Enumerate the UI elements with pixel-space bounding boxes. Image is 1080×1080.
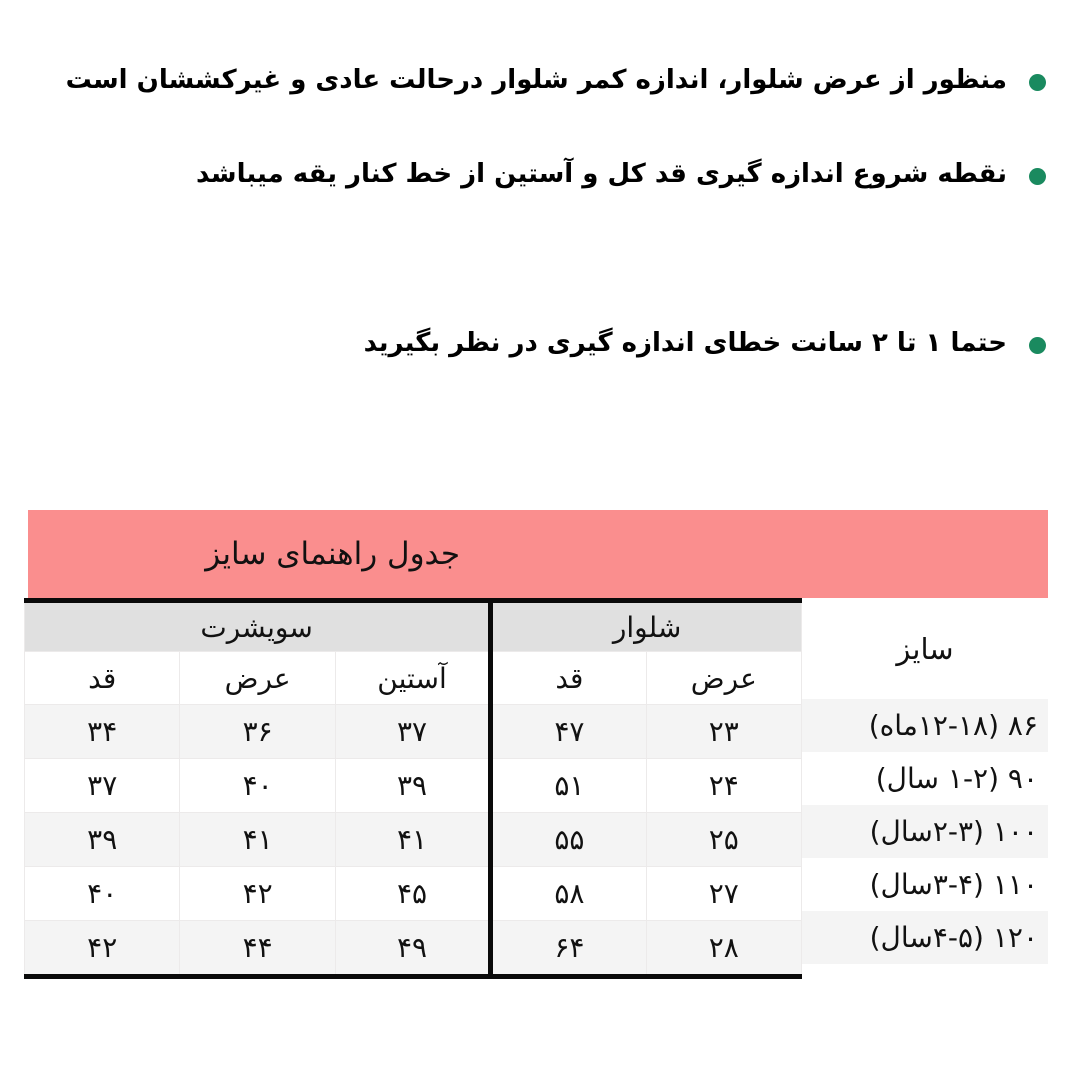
column-header-pants-width: عرض — [646, 652, 801, 705]
cell-pants-length: ۵۵ — [491, 813, 646, 867]
cell-sweat-width: ۴۴ — [180, 921, 335, 977]
bullet-icon — [1029, 168, 1046, 185]
cell-sweat-width: ۴۲ — [180, 867, 335, 921]
table-row — [25, 759, 802, 813]
cell-size: ۹۰ (۱-۲ سال) — [802, 752, 1048, 805]
cell-pants-length: ۵۸ — [491, 867, 646, 921]
note-item — [0, 156, 1046, 194]
cell-sweat-length: ۳۴ — [25, 705, 180, 759]
cell-size: ۸۶ (۱۲-۱۸ماه) — [802, 699, 1048, 752]
note-item — [0, 62, 1046, 100]
column-header-pants-length: قد — [491, 652, 646, 705]
column-header-sweat-sleeve: آستین — [335, 652, 490, 705]
cell-sweat-length: ۳۷ — [25, 759, 180, 813]
note-item — [0, 325, 1046, 363]
note-text: حتما ۱ تا ۲ سانت خطای اندازه گیری در نظر بگیرید — [363, 328, 1007, 359]
cell-sweat-sleeve: ۳۷ — [335, 705, 490, 759]
cell-pants-length: ۴۷ — [491, 705, 646, 759]
column-header-size: سایز — [802, 598, 1048, 699]
cell-pants-length: ۶۴ — [491, 921, 646, 977]
cell-sweat-sleeve: ۴۹ — [335, 921, 490, 977]
cell-sweat-length: ۴۲ — [25, 921, 180, 977]
cell-size: ۱۰۰ (۲-۳سال) — [802, 805, 1048, 858]
table-row — [25, 813, 802, 867]
table-body — [25, 705, 802, 977]
group-header-row — [25, 601, 802, 652]
bullet-icon — [1029, 74, 1046, 91]
size-table-banner — [28, 510, 1048, 598]
cell-pants-width: ۲۷ — [646, 867, 801, 921]
group-header-sweatshirt: سویشرت — [25, 601, 491, 652]
cell-pants-length: ۵۱ — [491, 759, 646, 813]
cell-pants-width: ۲۸ — [646, 921, 801, 977]
cell-sweat-width: ۳۶ — [180, 705, 335, 759]
cell-pants-width: ۲۴ — [646, 759, 801, 813]
table-row — [25, 867, 802, 921]
bullet-icon — [1029, 337, 1046, 354]
cell-size: ۱۲۰ (۴-۵سال) — [802, 911, 1048, 964]
size-table-grid — [28, 598, 1048, 972]
table-head — [25, 601, 802, 705]
cell-sweat-sleeve: ۳۹ — [335, 759, 490, 813]
cell-pants-width: ۲۵ — [646, 813, 801, 867]
group-header-pants: شلوار — [491, 601, 802, 652]
note-text: نقطه شروع اندازه گیری قد کل و آستین از خط کنار یقه میباشد — [196, 158, 1007, 189]
note-text: منظور از عرض شلوار، اندازه کمر شلوار درحالت عادی و غیرکششان است — [65, 65, 1007, 95]
cell-size: ۱۱۰ (۳-۴سال) — [802, 858, 1048, 911]
cell-sweat-width: ۴۱ — [180, 813, 335, 867]
cell-sweat-sleeve: ۴۱ — [335, 813, 490, 867]
measurements-table — [24, 598, 802, 979]
cell-pants-width: ۲۳ — [646, 705, 801, 759]
cell-sweat-width: ۴۰ — [180, 759, 335, 813]
table-row — [25, 705, 802, 759]
cell-sweat-sleeve: ۴۵ — [335, 867, 490, 921]
column-header-sweat-length: قد — [25, 652, 180, 705]
column-header-row — [25, 652, 802, 705]
cell-sweat-length: ۴۰ — [25, 867, 180, 921]
size-guide-table-block — [28, 510, 1048, 972]
column-header-sweat-width: عرض — [180, 652, 335, 705]
cell-sweat-length: ۳۹ — [25, 813, 180, 867]
size-label-column — [802, 598, 1048, 964]
page-title: جدول راهنمای سایز — [205, 536, 460, 572]
measurement-notes-list — [0, 0, 1080, 419]
table-row — [25, 921, 802, 977]
